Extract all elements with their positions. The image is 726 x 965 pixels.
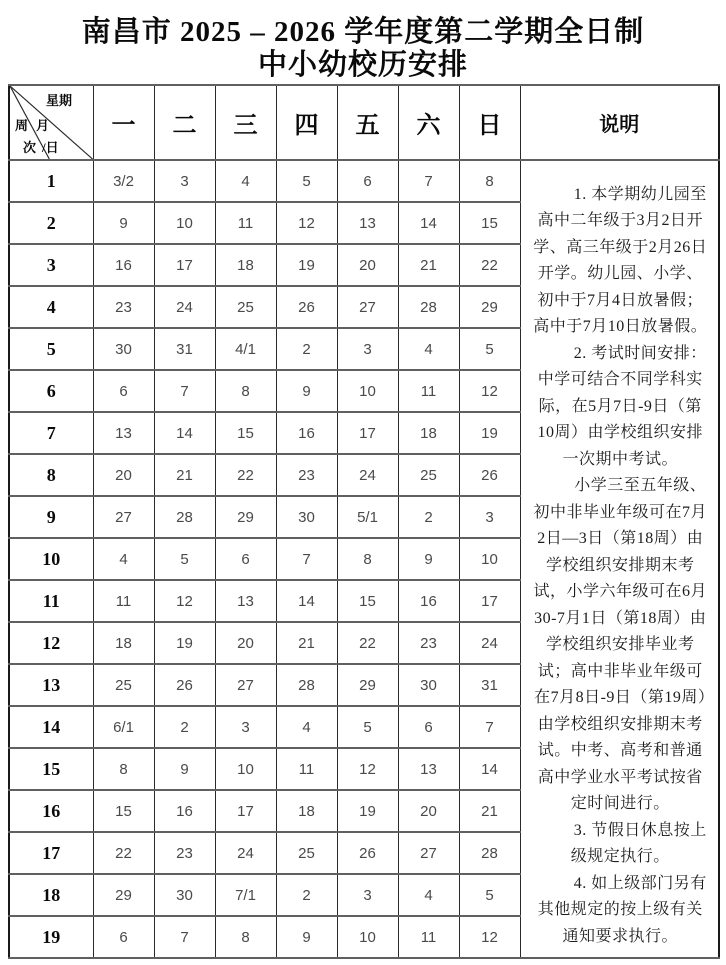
date-cell: 14: [398, 202, 459, 244]
date-cell: 30: [398, 664, 459, 706]
date-cell: 15: [93, 790, 154, 832]
date-cell: 20: [215, 622, 276, 664]
date-cell: 4/1: [215, 328, 276, 370]
week-number: 17: [9, 832, 93, 874]
week-number: 14: [9, 706, 93, 748]
date-cell: 25: [276, 832, 337, 874]
date-cell: 29: [459, 286, 520, 328]
note-paragraph-3: 小学三至五年级、初中非毕业年级可在7月2日—3日（第18周）由学校组织安排期末考试，小学六年级可在6月30-7月1日（第18周）由学校组织安排毕业考试；高中非毕业年级可在7月8日-9日（第19周）由学校组织安排期末考试。中考、高考和普通高中学业水平考试按省定时间进行。: [533, 477, 707, 813]
day-header-tue: 二: [154, 85, 215, 160]
date-cell: 11: [398, 916, 459, 958]
week-number: 8: [9, 454, 93, 496]
date-cell: 12: [276, 202, 337, 244]
date-cell: 8: [215, 370, 276, 412]
date-cell: 13: [337, 202, 398, 244]
day-header-mon: 一: [93, 85, 154, 160]
date-cell: 21: [459, 790, 520, 832]
date-cell: 19: [154, 622, 215, 664]
date-cell: 4: [215, 160, 276, 202]
week-number: 9: [9, 496, 93, 538]
week-number: 7: [9, 412, 93, 454]
week-number: 16: [9, 790, 93, 832]
date-cell: 6: [215, 538, 276, 580]
date-cell: 26: [154, 664, 215, 706]
date-cell: 26: [276, 286, 337, 328]
date-cell: 3: [154, 160, 215, 202]
date-cell: 8: [337, 538, 398, 580]
date-cell: 12: [154, 580, 215, 622]
date-cell: 9: [276, 916, 337, 958]
date-cell: 15: [459, 202, 520, 244]
date-cell: 22: [337, 622, 398, 664]
date-cell: 20: [398, 790, 459, 832]
date-cell: 30: [276, 496, 337, 538]
page-title-line2: 中小幼校历安排: [257, 49, 468, 81]
date-cell: 25: [93, 664, 154, 706]
date-cell: 4: [398, 874, 459, 916]
date-cell: 12: [459, 370, 520, 412]
date-cell: 3: [215, 706, 276, 748]
date-cell: 12: [459, 916, 520, 958]
date-cell: 16: [154, 790, 215, 832]
calendar-table: [8, 84, 720, 959]
date-cell: 23: [398, 622, 459, 664]
day-header-wed: 三: [215, 85, 276, 160]
date-cell: 6/1: [93, 706, 154, 748]
date-cell: 20: [337, 244, 398, 286]
date-cell: 21: [398, 244, 459, 286]
date-cell: 24: [215, 832, 276, 874]
date-cell: 10: [459, 538, 520, 580]
header-row: [9, 85, 719, 160]
date-cell: 16: [93, 244, 154, 286]
week-number: 15: [9, 748, 93, 790]
date-cell: 28: [398, 286, 459, 328]
date-cell: 25: [398, 454, 459, 496]
date-cell: 3/2: [93, 160, 154, 202]
corner-label-week: 周: [15, 118, 29, 133]
date-cell: 26: [337, 832, 398, 874]
corner-label-month: 月: [36, 118, 50, 133]
date-cell: 14: [276, 580, 337, 622]
date-cell: 21: [276, 622, 337, 664]
date-cell: 7/1: [215, 874, 276, 916]
page-title: [0, 16, 726, 82]
day-header-fri: 五: [337, 85, 398, 160]
date-cell: 23: [93, 286, 154, 328]
date-cell: 19: [337, 790, 398, 832]
date-cell: 4: [93, 538, 154, 580]
date-cell: 18: [398, 412, 459, 454]
week-number: 5: [9, 328, 93, 370]
date-cell: 27: [93, 496, 154, 538]
week-number: 11: [9, 580, 93, 622]
week-number: 6: [9, 370, 93, 412]
date-cell: 5/1: [337, 496, 398, 538]
date-cell: 29: [215, 496, 276, 538]
notes-cell: [520, 160, 719, 958]
week-number: 18: [9, 874, 93, 916]
corner-header-cell: [9, 85, 93, 160]
date-cell: 5: [337, 706, 398, 748]
date-cell: 15: [337, 580, 398, 622]
note-paragraph-2: 2. 考试时间安排：中学可结合不同学科实际，在5月7日-9日（第10周）由学校组织安排一次期中考试。: [537, 344, 707, 468]
week-number: 12: [9, 622, 93, 664]
note-paragraph-5: 4. 如上级部门另有其他规定的按上级有关通知要求执行。: [537, 874, 707, 945]
date-cell: 17: [154, 244, 215, 286]
date-cell: 8: [93, 748, 154, 790]
date-cell: 22: [459, 244, 520, 286]
date-cell: 11: [398, 370, 459, 412]
date-cell: 7: [398, 160, 459, 202]
week-number: 10: [9, 538, 93, 580]
date-cell: 10: [337, 370, 398, 412]
corner-label-times: 次: [23, 140, 37, 155]
date-cell: 2: [398, 496, 459, 538]
date-cell: 31: [459, 664, 520, 706]
date-cell: 24: [154, 286, 215, 328]
week-number: 4: [9, 286, 93, 328]
date-cell: 26: [459, 454, 520, 496]
date-cell: 13: [93, 412, 154, 454]
date-cell: 2: [154, 706, 215, 748]
date-cell: 9: [398, 538, 459, 580]
notes-header: 说明: [520, 85, 719, 160]
date-cell: 3: [337, 328, 398, 370]
week-number: 19: [9, 916, 93, 958]
date-cell: 30: [154, 874, 215, 916]
date-cell: 10: [337, 916, 398, 958]
corner-label-slash-day: /日: [42, 140, 59, 155]
date-cell: 29: [337, 664, 398, 706]
date-cell: 22: [215, 454, 276, 496]
date-cell: 2: [276, 874, 337, 916]
day-header-sun: 日: [459, 85, 520, 160]
date-cell: 7: [154, 916, 215, 958]
page-title-line1: 南昌市 2025 – 2026 学年度第二学期全日制: [81, 16, 645, 48]
date-cell: 7: [276, 538, 337, 580]
date-cell: 3: [459, 496, 520, 538]
date-cell: 3: [337, 874, 398, 916]
date-cell: 17: [337, 412, 398, 454]
date-cell: 24: [337, 454, 398, 496]
date-cell: 27: [398, 832, 459, 874]
date-cell: 17: [459, 580, 520, 622]
date-cell: 2: [276, 328, 337, 370]
date-cell: 5: [276, 160, 337, 202]
date-cell: 11: [276, 748, 337, 790]
date-cell: 21: [154, 454, 215, 496]
date-cell: 9: [93, 202, 154, 244]
date-cell: 9: [154, 748, 215, 790]
date-cell: 22: [93, 832, 154, 874]
date-cell: 4: [398, 328, 459, 370]
note-paragraph-4: 3. 节假日休息按上级规定执行。: [570, 821, 707, 866]
date-cell: 11: [215, 202, 276, 244]
date-cell: 9: [276, 370, 337, 412]
week-number: 2: [9, 202, 93, 244]
date-cell: 20: [93, 454, 154, 496]
date-cell: 8: [215, 916, 276, 958]
date-cell: 23: [276, 454, 337, 496]
calendar-body: [9, 160, 719, 958]
date-cell: 11: [93, 580, 154, 622]
date-cell: 5: [459, 328, 520, 370]
date-cell: 30: [93, 328, 154, 370]
date-cell: 18: [93, 622, 154, 664]
date-cell: 6: [93, 370, 154, 412]
date-cell: 24: [459, 622, 520, 664]
date-cell: 10: [215, 748, 276, 790]
date-cell: 6: [337, 160, 398, 202]
date-cell: 16: [398, 580, 459, 622]
date-cell: 29: [93, 874, 154, 916]
date-cell: 19: [459, 412, 520, 454]
date-cell: 28: [459, 832, 520, 874]
date-cell: 23: [154, 832, 215, 874]
day-header-sat: 六: [398, 85, 459, 160]
corner-label-weekday: 星期: [46, 93, 73, 108]
date-cell: 19: [276, 244, 337, 286]
week-number: 1: [9, 160, 93, 202]
date-cell: 31: [154, 328, 215, 370]
note-paragraph-1: 1. 本学期幼儿园至高中二年级于3月2日开学、高三年级于2月26日开学。幼儿园、小学、初中于7月4日放暑假；高中于7月10日放暑假。: [533, 185, 708, 336]
date-cell: 13: [215, 580, 276, 622]
date-cell: 10: [154, 202, 215, 244]
date-cell: 28: [154, 496, 215, 538]
week-number: 3: [9, 244, 93, 286]
date-cell: 16: [276, 412, 337, 454]
week-number: 13: [9, 664, 93, 706]
date-cell: 4: [276, 706, 337, 748]
date-cell: 7: [154, 370, 215, 412]
date-cell: 13: [398, 748, 459, 790]
date-cell: 18: [215, 244, 276, 286]
date-cell: 17: [215, 790, 276, 832]
date-cell: 27: [215, 664, 276, 706]
date-cell: 7: [459, 706, 520, 748]
date-cell: 15: [215, 412, 276, 454]
date-cell: 27: [337, 286, 398, 328]
date-cell: 28: [276, 664, 337, 706]
week-row-1: [9, 160, 719, 202]
day-header-thu: 四: [276, 85, 337, 160]
date-cell: 6: [398, 706, 459, 748]
date-cell: 6: [93, 916, 154, 958]
date-cell: 12: [337, 748, 398, 790]
date-cell: 14: [154, 412, 215, 454]
date-cell: 5: [154, 538, 215, 580]
date-cell: 25: [215, 286, 276, 328]
date-cell: 5: [459, 874, 520, 916]
date-cell: 18: [276, 790, 337, 832]
date-cell: 14: [459, 748, 520, 790]
date-cell: 8: [459, 160, 520, 202]
